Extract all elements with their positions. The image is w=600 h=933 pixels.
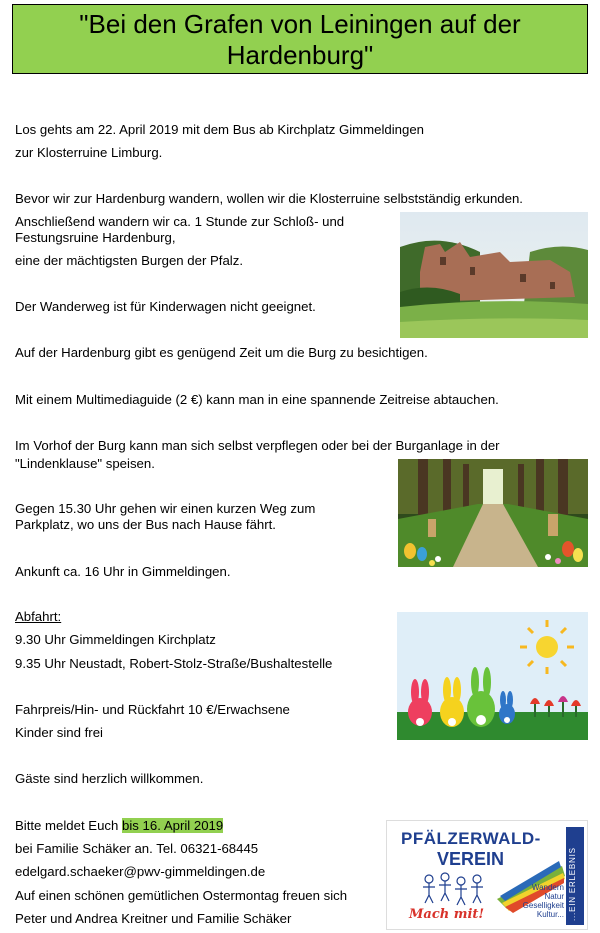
departure-kirchplatz: 9.30 Uhr Gimmeldingen Kirchplatz	[15, 632, 216, 647]
logo-tagline: Wandern Natur Geselligkeit Kultur...	[522, 883, 564, 919]
paragraph-wandern-1: Anschließend wandern wir ca. 1 Stunde zur Schloß- und	[15, 214, 345, 229]
paragraph-ankunft: Ankunft ca. 16 Uhr in Gimmeldingen.	[15, 564, 231, 579]
paragraph-wandern-2: Festungsruine Hardenburg,	[15, 230, 176, 245]
closing-line-2: Peter und Andrea Kreitner und Familie Schäker	[15, 911, 292, 926]
paragraph-rueckweg-2: Parkplatz, wo uns der Bus nach Hause fährt.	[15, 517, 276, 532]
paragraph-vorhof-1: Im Vorhof der Burg kann man sich selbst verpflegen oder bei der Burganlage in der	[15, 438, 500, 453]
paragraph-rueckweg-1: Gegen 15.30 Uhr gehen wir einen kurzen Weg zum	[15, 501, 316, 516]
paragraph-multimediaguide: Mit einem Multimediaguide (2 €) kann man in eine spannende Zeitreise abtauchen.	[15, 392, 499, 407]
registration-deadline: bis 16. April 2019	[122, 818, 224, 833]
logo-name-line-2: VEREIN	[437, 849, 505, 869]
paragraph-vorhof-2: "Lindenklause" speisen.	[15, 456, 155, 471]
departure-heading: Abfahrt:	[15, 609, 62, 624]
guests-welcome: Gäste sind herzlich willkommen.	[15, 771, 204, 786]
fare-adults: Fahrpreis/Hin- und Rückfahrt 10 €/Erwachsene	[15, 702, 290, 717]
departure-neustadt: 9.35 Uhr Neustadt, Robert-Stolz-Straße/Bushaltestelle	[15, 656, 333, 671]
paragraph-besichtigen: Auf der Hardenburg gibt es genügend Zeit um die Burg zu besichtigen.	[15, 345, 428, 360]
registration-contact: bei Familie Schäker an. Tel. 06321-68445	[15, 841, 259, 856]
closing-line-1: Auf einen schönen gemütlichen Ostermontag freuen sich	[15, 888, 348, 903]
contact-email[interactable]: edelgard.schaeker@pwv-gimmeldingen.de	[15, 864, 266, 879]
intro-line-1: Los gehts am 22. April 2019 mit dem Bus ab Kirchplatz Gimmeldingen	[15, 122, 425, 137]
fare-children: Kinder sind frei	[15, 725, 103, 740]
easter-bunnies-illustration	[397, 612, 588, 740]
logo-name-line-1: PFÄLZERWALD-	[401, 829, 541, 848]
page-title: "Bei den Grafen von Leiningen auf der Hardenburg"	[12, 4, 588, 74]
intro-line-2: zur Klosterruine Limburg.	[15, 145, 163, 160]
logo-vertical-text: ...EIN ERLEBNIS	[568, 847, 577, 921]
paragraph-wandern-3: eine der mächtigsten Burgen der Pfalz.	[15, 253, 243, 268]
pfaelzerwald-verein-logo	[386, 820, 588, 930]
paragraph-klosterruine: Bevor wir zur Hardenburg wandern, wollen wir die Klosterruine selbstständig erkunden.	[15, 191, 523, 206]
registration-line: Bitte meldet Euch bis 16. April 2019	[15, 818, 224, 833]
path-photo	[398, 459, 588, 567]
paragraph-kinderwagen: Der Wanderweg ist für Kinderwagen nicht geeignet.	[15, 299, 316, 314]
logo-slogan: Mach mit!	[409, 907, 485, 922]
castle-ruin-photo	[400, 212, 588, 338]
